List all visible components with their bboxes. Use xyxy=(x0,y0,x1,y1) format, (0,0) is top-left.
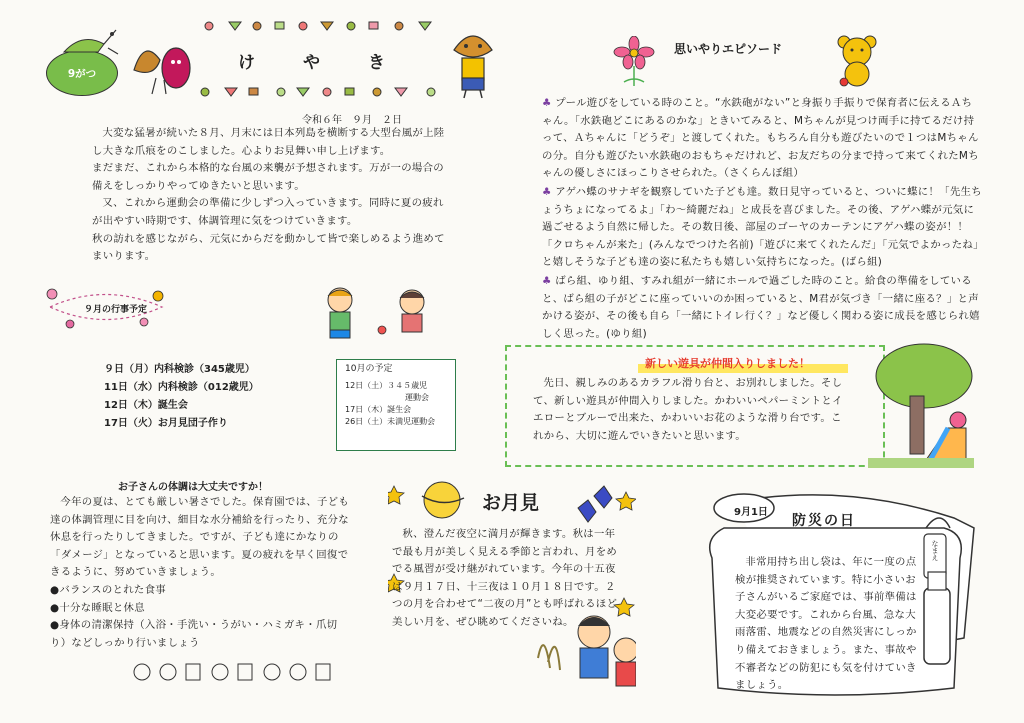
bath-items-icons-row xyxy=(132,660,340,684)
moon-section-body xyxy=(392,526,624,632)
episode-item xyxy=(542,184,982,272)
event-item: 11日（水）内科検診（012歳児） xyxy=(104,382,259,393)
chestnut-character-illustration xyxy=(126,30,196,100)
october-item: 17日（木）誕生会 xyxy=(345,405,412,414)
intro-paragraph: 大変な猛暑が続いた８月、月末には日本列島を横断する大型台風が上陸し大きな爪痕をのこしました。心よりお見舞い申し上げます。 xyxy=(92,127,445,157)
intro-paragraph: まだまだ、これから本格的な台風の来襲が予想されます。万が一の場合の備えをしっかりやってゆきたいと思います。 xyxy=(92,162,444,192)
issue-date: 令和６年 ９月 ２日 xyxy=(302,115,402,126)
name-tag-label: なまえ xyxy=(931,540,939,561)
new-toy-title: 新しい遊具が仲間入りしました！ xyxy=(645,357,810,370)
bellflower-icon xyxy=(578,486,612,522)
event-item: 17日（火）お月見団子作り xyxy=(104,418,228,429)
grape-icon: ♣ xyxy=(542,185,556,198)
top-garland-icons xyxy=(205,22,431,30)
october-title: 10月の予定 xyxy=(345,364,393,374)
events-section-title: ９月の行事予定 xyxy=(84,305,148,315)
month-badge: 9がつ xyxy=(46,50,118,96)
grape-icon: ♣ xyxy=(542,274,556,287)
new-toy-paragraph: 先日、親しみのあるカラフル滑り台と、お別れしました。そして、新しい遊具が仲間入りしました。かわいいペパーミントとイエローとブルーで出来た、かわいいお花のような滑り台です。これから、大切に遊んでいきたいと思います。 xyxy=(533,377,843,442)
cosmos-flower-icon xyxy=(606,36,662,88)
bear-mascot-icon xyxy=(836,34,878,88)
episode-text: プール遊びをしている時のこと。“水鉄砲がない”と身振り手振りで保育者に伝えるＡちゃん。「水鉄砲どこにあるのかな」ときいてみると、Mちゃんが見つけ両手に持てるだけ持って、Ａちゃんに「どうぞ」と渡してくれた。もちろん自分も遊びたいので１つはMちゃんの分。自分も遊びたい水鉄砲のおもちゃだけれど、お友だちの分まで持って来てくれたMちゃんの優しさにほっこりさせられた。（さくらんぼ組） xyxy=(542,97,979,180)
episodes-section-title: 思いやりエピソード xyxy=(674,42,783,56)
bousai-paragraph: 非常用持ち出し袋は、年に一度の点検が推奨されています。特に小さいお子さんがいるご家庭では、事前準備は大変必要です。これから台風、急な大雨落雷、地震などの自然災害にしっかり備えておきましょう。また、事故や不審者などの防犯にも気を付けていきましょう。 xyxy=(735,556,917,692)
chestnut-boy-illustration xyxy=(446,24,500,100)
bousai-title: 防災の日 xyxy=(792,513,856,529)
moon-paragraph: 秋、澄んだ夜空に満月が輝きます。秋は一年で最も月が美しく見える季節と言われ、月をめでる風習が受け継がれています。今年の十五夜は９月１７日、十三夜は１０月１８日です。２つの月を合わせて“二夜の月”とも呼ばれるほど美しい月を、ぜひ眺めてくださいね。 xyxy=(392,528,618,628)
health-section xyxy=(50,494,352,652)
health-bullet: ●十分な睡眠と休息 xyxy=(50,601,145,614)
event-item: ９日（月）内科検診（345歳児） xyxy=(104,364,255,375)
episode-item xyxy=(542,273,982,343)
october-schedule-box xyxy=(336,359,456,451)
event-item: 12日（木）誕生会 xyxy=(104,400,188,411)
october-item: 26日（土）未満児運動会 xyxy=(345,417,436,426)
moon-section-title: お月見 xyxy=(482,492,540,514)
episodes-list xyxy=(542,95,982,344)
health-bullet: ●身体の清潔保持（入浴・手洗い・うがい・ハミガキ・爪切り）などしっかり行いましょう xyxy=(50,619,338,649)
new-toy-body xyxy=(533,375,851,445)
health-paragraph: 今年の夏は、とても厳しい暑さでした。保育園では、子ども達の体調管理に目を向け、細目な水分補給を行ったり、充分な休息を行ったりしてきました。ですが、子ども達にかなりの「ダメージ」となっていると思います。夏の疲れを早く回復できるように、努めていきましょう。 xyxy=(50,496,350,579)
episode-text: アゲハ蝶のサナギを観察していた子ども達。数日見守っていると、ついに蝶に！「先生ちょうちょになってるよ」「わ〜綺麗だね」と成長を喜びました。その後、アゲハ蝶が元気に過ごせるよう自然に帰した。その数日後、部屋のゴーヤのカーテンにアゲハ蝶の姿が！！「クロちゃんが来た」(みんなでつけた名前)「遊びに来てくれたんだ」「元気でよかったね」と嬉しそうな子ども達の姿に私たちも嬉しい気持ちになった。(ばら組) xyxy=(542,185,982,269)
tree-playground-illustration xyxy=(868,340,974,470)
bousai-body xyxy=(735,554,923,695)
flashlight-icon xyxy=(924,572,950,664)
bottom-garland-icons xyxy=(201,88,435,96)
intro-paragraph: 秋の訪れを感じながら、元気にからだを動かして皆で楽しめるよう進めてまいります。 xyxy=(92,232,445,263)
september-events-list xyxy=(104,361,259,433)
grape-icon: ♣ xyxy=(542,97,556,109)
episode-item xyxy=(542,95,982,183)
bousai-date-badge: 9月1日 xyxy=(734,507,768,518)
newsletter-title: けやき xyxy=(238,53,433,73)
health-section-title: お子さんの体調は大丈夫ですか！ xyxy=(118,482,268,493)
intro-paragraph: 又、これから運動会の準備に少しずつ入っていきます。同時に夏の疲れが出やすい時期です、体調管理に気をつけていきます。 xyxy=(92,197,444,227)
grasshopper-icon xyxy=(58,26,122,60)
episode-text: ばら組、ゆり組、すみれ組が一緒にホールで過ごした時のこと。給食の準備をしていると、ばら組の子がどこに座っていいのか困っていると、M君が気づき「一緒に座る？」と声かける姿が、その後も自ら「一緒にトイレ行く？」など優しく関わる姿に成長を感じられ嬉しく思った。(ゆり組) xyxy=(542,274,980,340)
health-bullet: ●バランスのとれた食事 xyxy=(50,583,166,596)
october-item-sub: 運動会 xyxy=(405,393,429,402)
children-illustration xyxy=(312,286,442,342)
intro-message xyxy=(92,125,454,266)
october-item: 12日（土）３４５歳児 xyxy=(345,381,428,390)
